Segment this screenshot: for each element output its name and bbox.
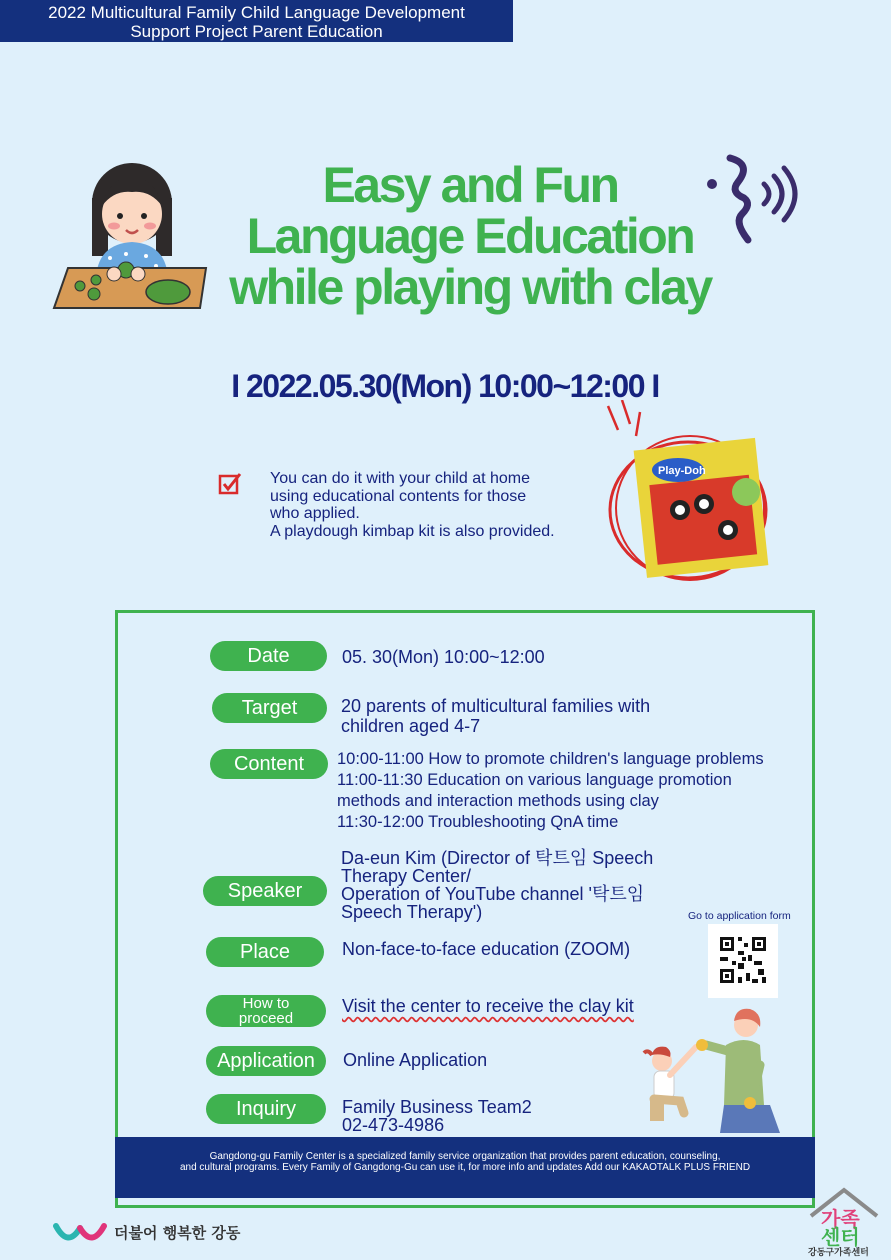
- content-label: Content: [210, 749, 328, 779]
- speaker-value: [341, 849, 653, 921]
- top-banner: [0, 0, 513, 42]
- intro-line-1: You can do it with your child at home: [270, 470, 531, 487]
- qr-code[interactable]: [708, 924, 778, 998]
- intro-text: [270, 470, 630, 540]
- intro-line-4: A playdough kimbap kit is also provided.: [270, 522, 555, 540]
- logo-mark-line-2: 센터: [821, 1225, 860, 1249]
- speaker-line-4: Speech Therapy'): [341, 902, 483, 922]
- footer-line-2: and cultural programs. Every Family of Gangdong-Gu can use it, for more info and updates Add our KAKAOTALK PLUS FRIEND: [179, 1162, 751, 1173]
- headline-line-2: Language Education: [246, 208, 694, 264]
- content-value: [337, 749, 764, 833]
- footer-info-band: [115, 1137, 815, 1198]
- application-value: Online Application: [343, 1050, 488, 1070]
- speaker-label: Speaker: [203, 876, 327, 906]
- banner-line-1: 2022 Multicultural Family Child Language Development: [48, 3, 465, 22]
- content-line-2: 11:00-11:30 Education on various language promotion: [337, 771, 732, 789]
- how-to-proceed-label-line-1: How to: [242, 995, 290, 1012]
- speaking-sound-icon: [700, 150, 810, 250]
- inquiry-label: Inquiry: [206, 1094, 326, 1124]
- target-line-2: children aged 4-7: [341, 716, 481, 736]
- content-line-4: 11:30-12:00 Troubleshooting QnA time: [337, 813, 619, 831]
- inquiry-team: Family Business Team2: [342, 1097, 532, 1117]
- how-to-proceed-label: [206, 995, 326, 1027]
- place-value: Non-face-to-face education (ZOOM): [342, 939, 631, 959]
- intro-line-3: who applied.: [270, 505, 360, 522]
- headline-line-3: while playing with clay: [229, 259, 711, 315]
- intro-line-2: using educational contents for those: [270, 487, 527, 505]
- logo-mark-line-1: 가족: [821, 1207, 860, 1231]
- inquiry-value: [342, 1098, 532, 1134]
- banner-line-2: Support Project Parent Education: [130, 22, 383, 41]
- family-center-name: 강동구가족센터: [808, 1248, 869, 1258]
- gangdong-logo-text: 더불어 행복한 강동: [114, 1224, 241, 1242]
- gangdong-smile-logo: [52, 1220, 110, 1246]
- date-label: Date: [210, 641, 327, 671]
- target-label: Target: [212, 693, 327, 723]
- date-value: 05. 30(Mon) 10:00~12:00: [342, 647, 545, 667]
- place-label: Place: [206, 937, 324, 967]
- checkbox-check-icon: [218, 472, 242, 496]
- girl-with-clay-illustration: [50, 158, 210, 318]
- speaker-line-3: Operation of YouTube channel '탁트임: [341, 884, 645, 904]
- qr-caption: Go to application form: [688, 910, 791, 922]
- speaker-line-2: Therapy Center/: [341, 866, 472, 886]
- how-to-proceed-label-line-2: proceed: [238, 1010, 294, 1027]
- application-label: Application: [206, 1046, 326, 1076]
- content-line-3: methods and interaction methods using clay: [337, 792, 659, 810]
- speaker-line-1: Da-eun Kim (Director of 탁트임 Speech: [341, 848, 654, 868]
- headline: [190, 157, 750, 315]
- how-to-proceed-value: Visit the center to receive the clay kit: [342, 996, 634, 1016]
- qr-code-icon: [708, 924, 778, 998]
- content-line-1: 10:00-11:00 How to promote children's language problems: [337, 750, 764, 768]
- target-line-1: 20 parents of multicultural families with: [341, 696, 651, 716]
- playdough-kit-image: [600, 400, 780, 590]
- event-datetime: I 2022.05.30(Mon) 10:00~12:00 I: [231, 368, 659, 404]
- headline-line-1: Easy and Fun: [322, 157, 618, 213]
- kit-brand-text: Play-Doh: [658, 465, 706, 477]
- inquiry-phone: 02-473-4986: [342, 1115, 445, 1135]
- footer-line-1: Gangdong-gu Family Center is a specialized family service organization that provides parent education, counseling,: [209, 1151, 721, 1162]
- target-value: [341, 696, 650, 736]
- parent-child-high-five-illustration: [640, 1005, 790, 1140]
